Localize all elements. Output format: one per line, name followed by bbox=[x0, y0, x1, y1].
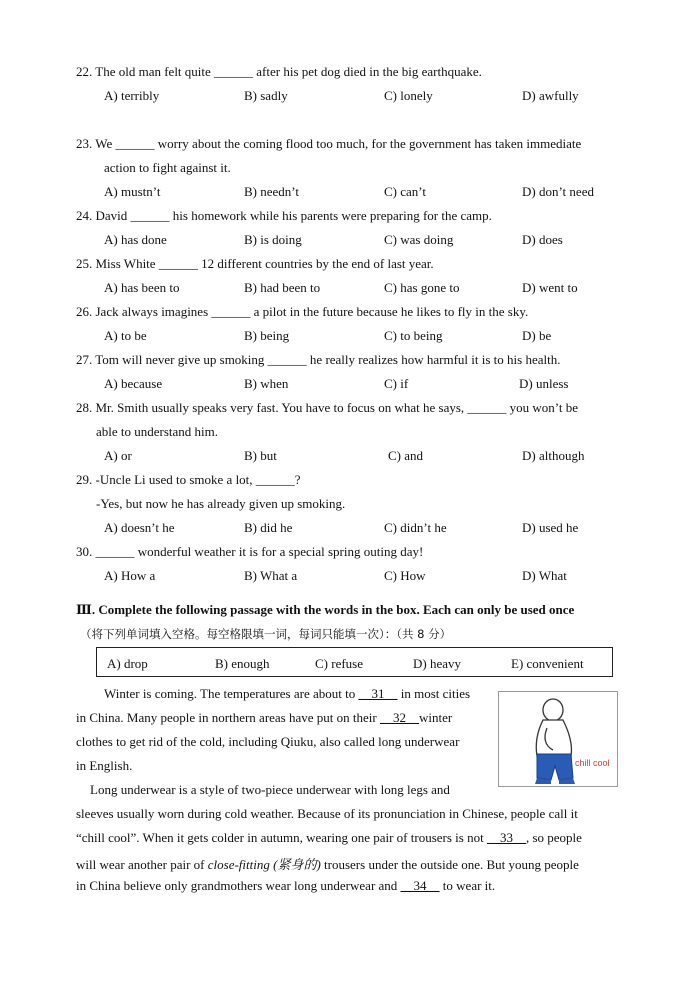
word-e: E) convenient bbox=[511, 656, 584, 671]
passage-line bbox=[104, 686, 470, 702]
passage-text: will wear another pair of bbox=[76, 857, 208, 872]
q28-option-c[interactable]: C) and bbox=[388, 448, 424, 463]
blank-31[interactable]: __31__ bbox=[358, 686, 398, 701]
q27-option-a[interactable]: A) because bbox=[104, 376, 163, 391]
q26-option-a[interactable]: A) to be bbox=[104, 328, 147, 343]
passage-italic: close-fitting (紧身的) bbox=[207, 857, 321, 872]
q30-option-c[interactable]: C) How bbox=[384, 568, 426, 583]
q29-option-b[interactable]: B) did he bbox=[244, 520, 293, 535]
q27-option-d[interactable]: D) unless bbox=[519, 376, 569, 391]
word-b: B) enough bbox=[215, 656, 270, 671]
q23-option-b[interactable]: B) needn’t bbox=[244, 184, 299, 199]
q29-option-c[interactable]: C) didn’t he bbox=[384, 520, 447, 535]
q22-option-c[interactable]: C) lonely bbox=[384, 88, 433, 103]
passage-text: winter bbox=[418, 710, 453, 725]
passage-line bbox=[76, 854, 579, 873]
passage-line: clothes to get rid of the cold, including Qiuku, also called long underwear bbox=[76, 734, 460, 749]
q22-option-d[interactable]: D) awfully bbox=[522, 88, 579, 103]
word-box bbox=[96, 647, 613, 677]
q28-option-a[interactable]: A) or bbox=[104, 448, 132, 463]
question-26-stem: 26. Jack always imagines ______ a pilot in the future because he likes to fly in the sky. bbox=[76, 304, 529, 319]
q24-option-a[interactable]: A) has done bbox=[104, 232, 167, 247]
q24-option-b[interactable]: B) is doing bbox=[244, 232, 302, 247]
q24-option-c[interactable]: C) was doing bbox=[384, 232, 454, 247]
question-24-stem: 24. David ______ his homework while his parents were preparing for the camp. bbox=[76, 208, 492, 223]
q24-option-d[interactable]: D) does bbox=[522, 232, 563, 247]
passage-line bbox=[76, 878, 495, 894]
question-29-stem: 29. -Uncle Li used to smoke a lot, ______? bbox=[76, 472, 301, 487]
q22-option-a[interactable]: A) terribly bbox=[104, 88, 160, 103]
passage-line bbox=[76, 710, 452, 726]
passage-text: in China. Many people in northern areas have put on their bbox=[76, 710, 380, 725]
word-d: D) heavy bbox=[413, 656, 462, 671]
passage-text: Winter is coming. The temperatures are about to bbox=[104, 686, 359, 701]
question-22-stem: 22. The old man felt quite ______ after his pet dog died in the big earthquake. bbox=[76, 64, 482, 79]
blank-33[interactable]: __33__ bbox=[486, 830, 526, 845]
q25-option-d[interactable]: D) went to bbox=[522, 280, 578, 295]
passage-text: , so people bbox=[525, 830, 582, 845]
question-23-stem-cont: action to fight against it. bbox=[104, 160, 231, 175]
q26-option-b[interactable]: B) being bbox=[244, 328, 290, 343]
passage-text: trousers under the outside one. But young people bbox=[320, 857, 579, 872]
q30-option-b[interactable]: B) What a bbox=[244, 568, 298, 583]
q25-option-c[interactable]: C) has gone to bbox=[384, 280, 460, 295]
blank-34[interactable]: __34__ bbox=[400, 878, 440, 893]
question-28-stem: 28. Mr. Smith usually speaks very fast. You have to focus on what he says, ______ you won’t be bbox=[76, 400, 579, 415]
q27-option-b[interactable]: B) when bbox=[244, 376, 289, 391]
passage-line: in English. bbox=[76, 758, 133, 773]
passage-text: to wear it. bbox=[439, 878, 496, 893]
question-25-stem: 25. Miss White ______ 12 different countries by the end of last year. bbox=[76, 256, 434, 271]
passage-line: Long underwear is a style of two-piece underwear with long legs and bbox=[90, 782, 450, 797]
question-29-stem-cont: -Yes, but now he has already given up smoking. bbox=[96, 496, 346, 511]
question-28-stem-cont: able to understand him. bbox=[96, 424, 219, 439]
q25-option-a[interactable]: A) has been to bbox=[104, 280, 180, 295]
q22-option-b[interactable]: B) sadly bbox=[244, 88, 288, 103]
q25-option-b[interactable]: B) had been to bbox=[244, 280, 321, 295]
question-23-stem: 23. We ______ worry about the coming flood too much, for the government has taken immediate bbox=[76, 136, 582, 151]
section-3-subtitle: （将下列单词填入空格。每空格限填一词，每词只能填一次）：（共 8 分） bbox=[80, 627, 452, 641]
person-in-long-underwear-icon bbox=[499, 692, 617, 786]
q26-option-c[interactable]: C) to being bbox=[384, 328, 443, 343]
blank-32[interactable]: __32__ bbox=[379, 710, 419, 725]
q23-option-d[interactable]: D) don’t need bbox=[522, 184, 594, 199]
q29-option-a[interactable]: A) doesn’t he bbox=[104, 520, 175, 535]
passage-line: sleeves usually worn during cold weather. Because of its pronunciation in Chinese, people call it bbox=[76, 806, 578, 821]
q29-option-d[interactable]: D) used he bbox=[522, 520, 579, 535]
question-30-stem: 30. ______ wonderful weather it is for a special spring outing day! bbox=[76, 544, 424, 559]
q30-option-d[interactable]: D) What bbox=[522, 568, 567, 583]
q26-option-d[interactable]: D) be bbox=[522, 328, 552, 343]
passage-text: in most cities bbox=[397, 686, 471, 701]
image-caption: chill cool bbox=[575, 758, 610, 768]
q27-option-c[interactable]: C) if bbox=[384, 376, 409, 391]
q28-option-b[interactable]: B) but bbox=[244, 448, 277, 463]
q28-option-d[interactable]: D) although bbox=[522, 448, 585, 463]
passage-text: in China believe only grandmothers wear long underwear and bbox=[76, 878, 401, 893]
word-a: A) drop bbox=[107, 656, 148, 671]
chill-cool-illustration bbox=[498, 691, 618, 787]
section-3-title: Ⅲ. Complete the following passage with the words in the box. Each can only be used once bbox=[76, 602, 575, 617]
passage-text: “chill cool”. When it gets colder in autumn, wearing one pair of trousers is not bbox=[76, 830, 487, 845]
q23-option-c[interactable]: C) can’t bbox=[384, 184, 426, 199]
q23-option-a[interactable]: A) mustn’t bbox=[104, 184, 161, 199]
q30-option-a[interactable]: A) How a bbox=[104, 568, 156, 583]
word-c: C) refuse bbox=[315, 656, 364, 671]
passage-line bbox=[76, 830, 582, 846]
question-27-stem: 27. Tom will never give up smoking ______ he really realizes how harmful it is to his health. bbox=[76, 352, 561, 367]
